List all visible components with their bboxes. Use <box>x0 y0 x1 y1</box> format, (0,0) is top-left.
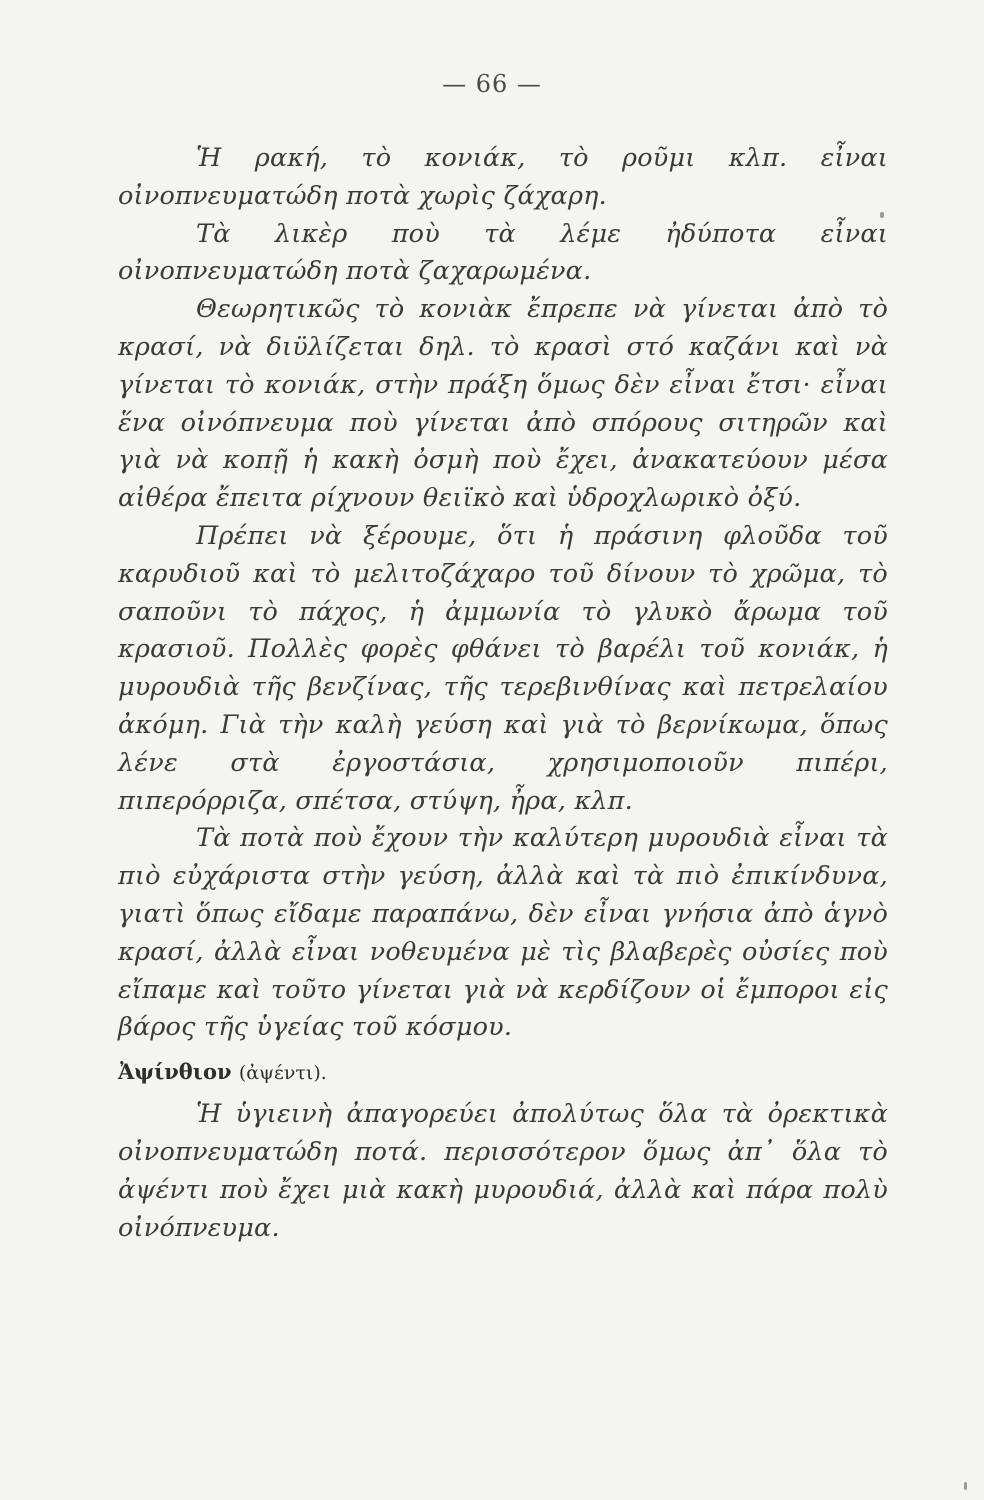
paragraph-raki-cognac: Ἡ ρακή, τὸ κονιάκ, τὸ ροῦμι κλπ. εἶναι οἰνοπνευματώδη ποτὰ χωρὶς ζάχαρη. <box>118 143 888 211</box>
body-text <box>118 140 888 1247</box>
section-heading-title: Ἀψίνθιον <box>118 1059 232 1085</box>
section-heading-subtitle: (ἀψέντι). <box>238 1062 327 1085</box>
paragraph-cognac-production: Θεωρητικῶς τὸ κονιὰκ ἔπρεπε νὰ γίνεται ἀπὸ τὸ κρασί, νὰ διϋλίζεται δηλ. τὸ κρασὶ στό καζάνι καὶ νὰ γίνεται τὸ κονιάκ, στὴν πράξη ὅμως δὲν εἶναι ἔτσι· εἶναι ἕνα οἰνόπνευμα ποὺ γίνεται ἀπὸ σπόρους σιτηρῶν καὶ γιὰ νὰ κοπῇ ἡ κακὴ ὀσμὴ ποὺ ἔχει, ἀνακατεύουν μέσα αἰθέρα ἔπειτα ρίχνουν θειϊκὸ καὶ ὑδροχλωρικὸ ὀξύ. <box>118 294 888 514</box>
scan-speck <box>880 212 884 218</box>
paragraph-additives: Πρέπει νὰ ξέρουμε, ὅτι ἡ πράσινη φλοῦδα τοῦ καρυδιοῦ καὶ τὸ μελιτοζάχαρο τοῦ δίνουν τὸ χρῶμα, τὸ σαποῦνι τὸ πάχος, ἡ ἀμμωνία τὸ γλυκὸ ἄρωμα τοῦ κρασιοῦ. Πολλὲς φορὲς φθάνει τὸ βαρέλι τοῦ κονιάκ, ἡ μυρουδιὰ τῆς βενζίνας, τῆς τερεβινθίνας καὶ πετρελαίου ἀκόμη. Γιὰ τὴν καλὴ γεύση καὶ γιὰ τὸ βερνίκωμα, ὅπως λένε στὰ ἐργοστάσια, χρησιμοποιοῦν πιπέρι, πιπερόρριζα, σπέτσα, στύψη, ἦρα, κλπ. <box>118 520 888 816</box>
page-number: — 66 — <box>442 70 542 98</box>
paragraph-absinthe: Ἡ ὑγιεινὴ ἀπαγορεύει ἀπολύτως ὅλα τὰ ὀρεκτικὰ οἰνοπνευματώδη ποτά. περισσότερον ὅμως ἀπ᾽ ὅλα τὸ ἀψέντι ποὺ ἔχει μιὰ κακὴ μυρουδιά, ἀλλὰ καὶ πάρα πολὺ οἰνόπνευμα. <box>118 1099 888 1243</box>
paragraph-dangerous-drinks: Τὰ ποτὰ ποὺ ἔχουν τὴν καλύτερη μυρουδιὰ εἶναι τὰ πιὸ εὐχάριστα στὴν γεύση, ἀλλὰ καὶ τὰ πιὸ ἐπικίνδυνα, γιατὶ ὅπως εἴδαμε παραπάνω, δὲν εἶναι γνήσια ἀπὸ ἁγνὸ κρασί, ἀλλὰ εἶναι νοθευμένα μὲ τὶς βλαβερὲς οὐσίες ποὺ εἴπαμε καὶ τοῦτο γίνεται γιὰ νὰ κερδίζουν οἱ ἔμποροι εἰς βάρος τῆς ὑγείας τοῦ κόσμου. <box>118 823 888 1043</box>
paragraph-liqueurs: Τὰ λικὲρ ποὺ τὰ λέμε ἠδύποτα εἶναι οἰνοπνευματώδη ποτὰ ζαχαρωμένα. <box>118 218 888 287</box>
section-heading-absinthe <box>118 1057 888 1088</box>
scan-speck <box>964 1482 967 1490</box>
